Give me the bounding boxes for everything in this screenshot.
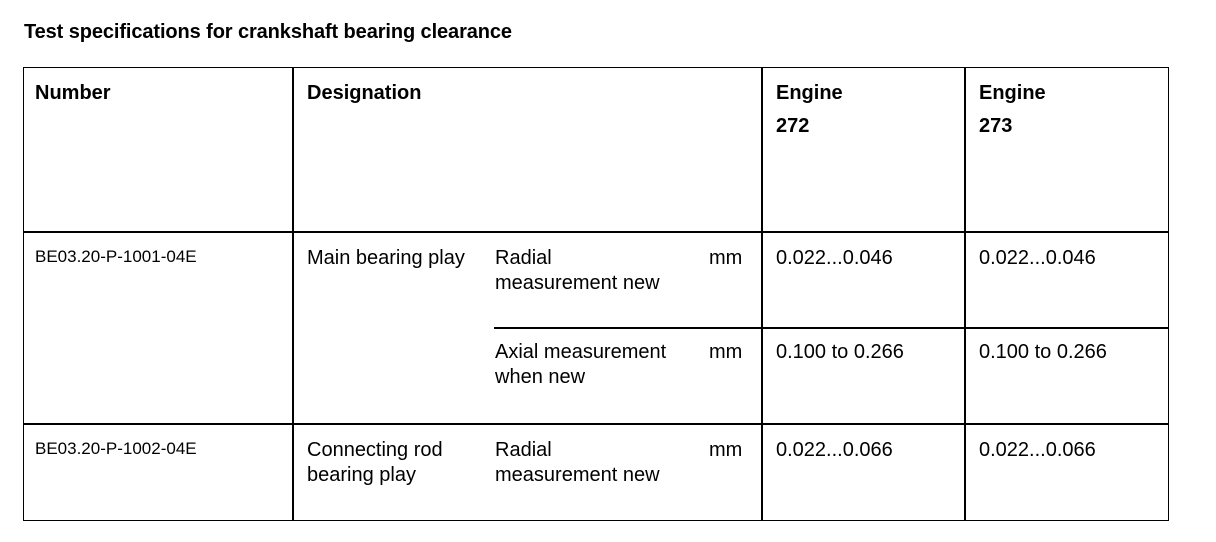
header-engine-273-line2: 273	[979, 115, 1013, 137]
row-divider	[23, 423, 1169, 425]
row2-measurement-line1: Radial	[495, 439, 552, 461]
row1a-measurement-line2: measurement new	[495, 272, 660, 294]
row1a-engine-272: 0.022...0.046	[776, 247, 893, 269]
header-engine-273	[979, 77, 1046, 143]
row1a-measurement	[495, 246, 660, 296]
row1b-measurement-line2: when new	[495, 366, 586, 388]
row1a-unit: mm	[709, 247, 743, 269]
header-divider	[23, 231, 1169, 233]
row2-designation	[307, 438, 443, 488]
row1-number: BE03.20-P-1001-04E	[35, 247, 197, 266]
row1b-engine-273: 0.100 to 0.266	[979, 341, 1107, 363]
row2-designation-line1: Connecting rod	[307, 439, 443, 461]
header-designation: Designation	[307, 82, 422, 104]
row2-measurement-line2: measurement new	[495, 464, 660, 486]
row1a-measurement-line1: Radial	[495, 247, 552, 269]
column-divider-designation	[761, 67, 763, 521]
header-number: Number	[35, 82, 111, 104]
header-engine-272-line2: 272	[776, 115, 810, 137]
row1b-engine-272: 0.100 to 0.266	[776, 341, 904, 363]
row2-unit: mm	[709, 439, 743, 461]
header-engine-272-line1: Engine	[776, 82, 843, 104]
row2-measurement	[495, 438, 660, 488]
row1b-measurement-line1: Axial measurement	[495, 341, 667, 363]
header-engine-273-line1: Engine	[979, 82, 1046, 104]
row1b-unit: mm	[709, 341, 743, 363]
document-title: Test specifications for crankshaft bearing clearance	[24, 21, 512, 43]
row2-engine-273: 0.022...0.066	[979, 439, 1096, 461]
row1a-engine-273: 0.022...0.046	[979, 247, 1096, 269]
column-divider-engine	[964, 67, 966, 521]
row2-designation-line2: bearing play	[307, 464, 416, 486]
row2-number: BE03.20-P-1002-04E	[35, 439, 197, 458]
sub-row-divider	[494, 327, 1169, 329]
row1b-measurement	[495, 340, 666, 390]
column-divider-number	[292, 67, 294, 521]
header-engine-272	[776, 77, 843, 143]
row2-engine-272: 0.022...0.066	[776, 439, 893, 461]
row1-designation: Main bearing play	[307, 247, 465, 269]
